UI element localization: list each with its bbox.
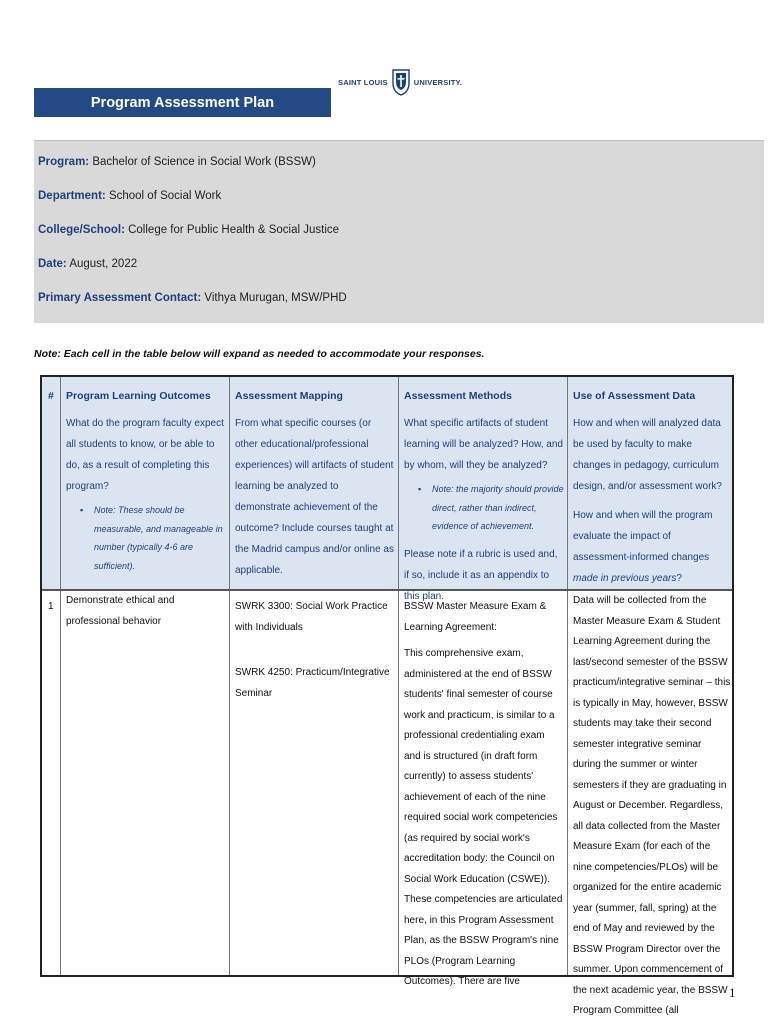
outcomes-note: ▪ Note: These should be measurable, and manageable in number (typically 4-6 are sufficient). [80, 501, 226, 575]
row-methods-title: BSSW Master Measure Exam & Learning Agreement: [404, 601, 547, 633]
row-methods-description: This comprehensive exam, administered at the end of BSSW students' final semester of course work and practicum, is similar to a professional credentialing exam and is structured (in draft form currently) to assess students' achievement of each of the nine required social work competencies (as required by social work's accreditation body: the Council on Social Work Education (CSWE)). These competencies are articulated here, in this Program Assessment Plan, as the BSSW Program's nine PLOs (Program Learning Outcomes). There are five [404, 648, 563, 987]
date-label: Date: [38, 258, 67, 270]
contact-row [38, 292, 347, 304]
page-title: Program Assessment Plan [34, 88, 331, 117]
methods-rubric-prompt: Please note if a rubric is used and, if so, include it as an appendix to this plan. [404, 548, 558, 602]
department-row [38, 190, 221, 202]
program-row [38, 156, 316, 168]
contact-label: Primary Assessment Contact: [38, 292, 202, 304]
column-divider [398, 377, 399, 975]
logo-text-right: UNIVERSITY. [413, 77, 463, 87]
program-info-panel [34, 140, 764, 323]
row-outcome: Demonstrate ethical and professional behavior [66, 595, 175, 627]
college-label: College/School: [38, 224, 125, 236]
use-prompt-cell [573, 413, 729, 589]
header-mapping: Assessment Mapping [235, 390, 343, 402]
row-methods-cell [404, 597, 564, 993]
logo-text-left: SAINT LOUIS [338, 77, 388, 87]
outcomes-prompt-cell [66, 413, 226, 575]
mapping-prompt-cell [235, 413, 395, 581]
university-logo [338, 66, 462, 98]
use-prompt-2-text: How and when will the program evaluate the impact of assessment-informed changes [573, 510, 713, 563]
department-value: School of Social Work [108, 190, 222, 202]
header-use-of-data: Use of Assessment Data [573, 390, 696, 402]
row-mapping-course-1: SWRK 3300: Social Work Practice with Individuals [235, 601, 388, 633]
table-note: Note: Each cell in the table below will expand as needed to accommodate your responses. [34, 348, 485, 360]
contact-value: Vithya Murugan, MSW/PHD [204, 292, 347, 304]
mapping-prompt: From what specific courses (or other educational/professional experiences) will artifacts of student learning be analyzed to demonstrate achievement of the outcome? Include courses taught at the Madrid campus and/or online as applicable. [235, 418, 394, 576]
page-number: 1 [729, 985, 736, 1000]
row-mapping-course-2: SWRK 4250: Practicum/Integrative Seminar [235, 667, 390, 699]
date-row [38, 258, 137, 270]
row-number: 1 [48, 601, 54, 612]
use-prompt-2-italic: made in previous years [573, 573, 677, 584]
department-label: Department: [38, 190, 106, 202]
use-prompt-1: How and when will analyzed data be used by faculty to make changes in pedagogy, curriculum design, and/or assessment work? [573, 418, 722, 492]
row-use-of-data: Data will be collected from the Master Measure Exam & Student Learning Agreement during the last/second semester of the BSSW practicum/integrative seminar – this is typically in May, however, BSSW students may take their second semester integrative seminar during the summer or winter semesters if they are graduating in August or December. Regardless, all data collected from the Master Measure Exam (for each of the nine competencies/PLOs) will be organized for the entire academic year (summer, fall, spring) at the end of May and reviewed by the BSSW Program Director over the summer. Upon commencement of the next academic year, the BSSW Program Committee (all [573, 595, 731, 1016]
column-divider [60, 377, 61, 975]
college-value: College for Public Health & Social Justice [128, 224, 340, 236]
row-mapping-cell [235, 597, 395, 704]
program-label: Program: [38, 156, 90, 168]
column-divider [229, 377, 230, 975]
date-value: August, 2022 [69, 258, 138, 270]
header-outcomes: Program Learning Outcomes [66, 390, 211, 402]
college-row [38, 224, 339, 236]
header-number: # [48, 390, 54, 402]
outcomes-prompt: What do the program faculty expect all students to know, or be able to do, as a result of completing this program? [66, 418, 224, 492]
header-methods: Assessment Methods [404, 390, 512, 402]
assessment-table [40, 375, 734, 1016]
methods-prompt: What specific artifacts of student learning will be analyzed? How, and by whom, will they be analyzed? [404, 418, 563, 471]
use-prompt-2 [573, 505, 729, 589]
methods-prompt-cell [404, 413, 564, 607]
use-prompt-2-end: ? [676, 573, 682, 584]
university-seal-icon [392, 68, 410, 96]
column-divider [567, 377, 568, 975]
methods-note: ▪ Note: the majority should provide direct, rather than indirect, evidence of achievement. [418, 480, 564, 536]
program-value: Bachelor of Science in Social Work (BSSW) [92, 156, 316, 168]
